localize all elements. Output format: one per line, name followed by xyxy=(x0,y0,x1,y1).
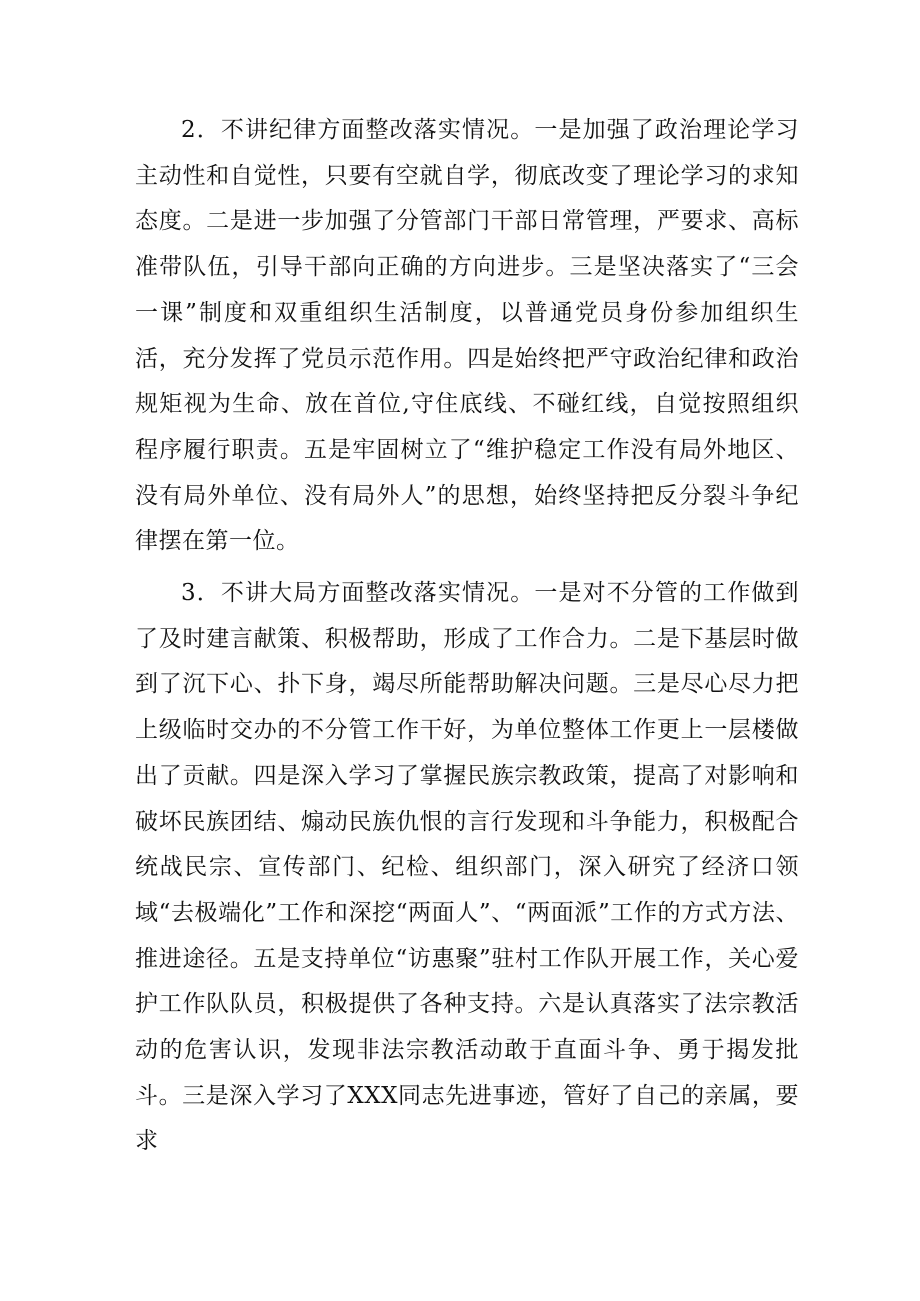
paragraph-overall-situation-rectification: 3．不讲大局方面整改落实情况。一是对不分管的工作做到了及时建言献策、积极帮助，形成了工作合力。二是下基层时做到了沉下心、扑下身，竭尽所能帮助解决问题。三是尽心尽力把上级临时交办的不分管工作干好，为单位整体工作更上一层楼做出了贡献。四是深入学习了掌握民族宗教政策，提高了对影响和破坏民族团结、煽动民族仇恨的言行发现和斗争能力，积极配合统战民宗、宣传部门、纪检、组织部门，深入研究了经济口领域“去极端化”工作和深挖“两面人”、“两面派”工作的方式方法、推进途径。五是支持单位“访惠聚”驻村工作队开展工作，关心爱护工作队队员，积极提供了各种支持。六是认真落实了法宗教活动的危害认识，发现非法宗教活动敢于直面斗争、勇于揭发批斗。三是深入学习了XXX同志先进事迹，管好了自己的亲属，要求 xyxy=(135,580,799,1155)
paragraph-discipline-rectification: 2．不讲纪律方面整改落实情况。一是加强了政治理论学习主动性和自觉性，只要有空就自学，彻底改变了理论学习的求知态度。二是进一步加强了分管部门干部日常管理，严要求、高标准带队伍，引导干部向正确的方向进步。三是坚决落实了“三会一课”制度和双重组织生活制度，以普通党员身份参加组织生活，充分发挥了党员示范作用。四是始终把严守政治纪律和政治规矩视为生命、放在首位,守住底线、不碰红线，自觉按照组织程序履行职责。五是牢固树立了“维护稳定工作没有局外地区、没有局外单位、没有局外人”的思想，始终坚持把反分裂斗争纪律摆在第一位。 xyxy=(135,117,799,555)
document-body xyxy=(135,108,799,1171)
